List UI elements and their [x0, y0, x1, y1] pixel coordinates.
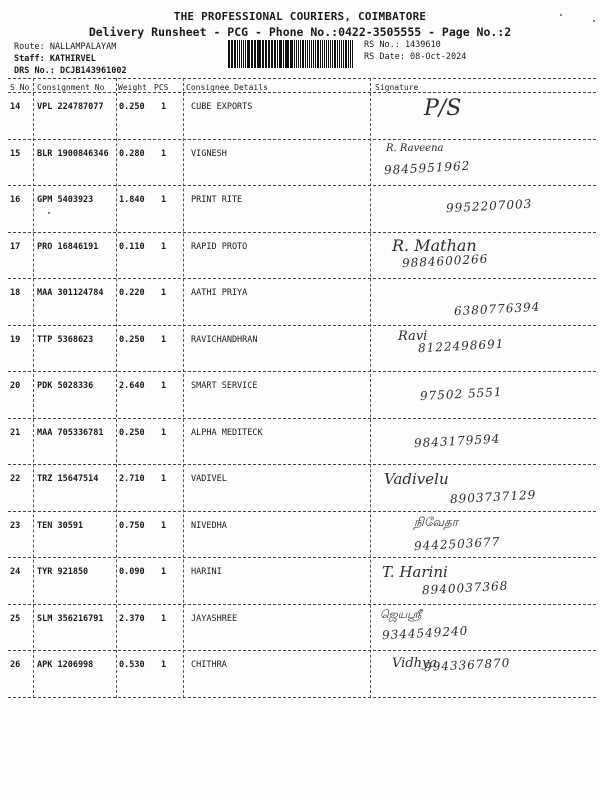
row-signature-name: நிவேதா — [414, 514, 459, 529]
row-divider — [8, 511, 596, 512]
barcode-bar — [258, 40, 260, 68]
rs-number: RS No.: 1439610 — [364, 40, 441, 50]
row-weight: 0.530 — [119, 660, 145, 670]
row-consignee: PRINT RITE — [191, 195, 243, 205]
row-consignee: CUBE EXPORTS — [191, 102, 253, 112]
row-weight: 0.220 — [119, 288, 145, 298]
row-consignee: AATHI PRIYA — [191, 288, 248, 298]
col-header-pcs: PCS — [154, 83, 169, 92]
barcode-bar — [317, 40, 319, 68]
scan-speck — [48, 212, 50, 214]
barcode-bar — [247, 40, 249, 68]
row-sno: 24 — [10, 567, 21, 577]
row-consignment-no: TYR 921850 — [37, 567, 89, 577]
row-divider — [8, 371, 596, 372]
row-weight: 0.110 — [119, 241, 145, 252]
row-pcs: 1 — [161, 474, 167, 484]
barcode-bar — [269, 40, 270, 68]
barcode-bar — [352, 40, 353, 68]
row-weight: 0.250 — [119, 427, 145, 438]
row-consignment-no: MAA 301124784 — [37, 288, 104, 298]
barcode-bar — [341, 40, 343, 68]
barcode-bar — [279, 40, 280, 68]
row-consignment-no: BLR 1900846346 — [37, 148, 109, 159]
row-signature-phone: 9952207003 — [445, 196, 533, 216]
row-pcs: 1 — [161, 381, 167, 391]
row-consignee: VIGNESH — [191, 148, 227, 159]
barcode-bar — [328, 40, 330, 68]
row-weight: 0.750 — [119, 520, 145, 531]
row-weight: 0.280 — [119, 148, 145, 159]
row-consignee: RAVICHANDHRAN — [191, 334, 258, 345]
row-weight: 1.840 — [119, 195, 145, 205]
row-divider — [8, 464, 596, 465]
row-sno: 18 — [10, 288, 21, 298]
row-signature-phone: 9943367870 — [423, 655, 511, 675]
row-divider — [8, 697, 596, 698]
col-header-weight: Weight — [118, 83, 147, 92]
row-divider — [8, 232, 596, 233]
barcode-bar — [345, 40, 347, 68]
row-consignment-no: GPM 5403923 — [37, 195, 94, 205]
barcode-bar — [348, 40, 349, 68]
row-divider — [8, 185, 596, 186]
row-consignment-no: VPL 224787077 — [37, 102, 104, 112]
runsheet-subtitle: Delivery Runsheet - PCG - Phone No.:0422-3505555 - Page No.:2 — [88, 25, 512, 39]
row-pcs: 1 — [161, 613, 167, 624]
row-divider — [8, 325, 596, 326]
row-consignee: ALPHA MEDITECK — [191, 427, 263, 438]
row-sno: 25 — [10, 613, 21, 624]
barcode-bar — [290, 40, 291, 68]
row-pcs: 1 — [161, 334, 167, 345]
row-divider — [8, 604, 596, 605]
row-signature-name: Vadivelu — [384, 470, 449, 488]
row-sno: 22 — [10, 474, 21, 484]
row-consignment-no: SLM 356216791 — [37, 613, 104, 624]
row-sno: 21 — [10, 427, 21, 438]
barcode-bar — [326, 40, 327, 68]
barcode-bar — [322, 40, 323, 68]
row-signature-phone: 9344549240 — [381, 623, 469, 642]
runsheet-table — [8, 78, 596, 698]
row-consignee: NIVEDHA — [191, 520, 227, 531]
row-signature-phone: 9843179594 — [413, 431, 501, 450]
barcode-bar — [339, 40, 340, 68]
barcode-bar — [291, 40, 293, 68]
column-divider — [183, 78, 184, 698]
row-signature-name: ஜெயஸ்ரீ — [380, 607, 422, 621]
barcode-bar — [300, 40, 301, 68]
column-divider — [116, 78, 117, 698]
barcode-bar — [245, 40, 247, 68]
row-consignment-no: TRZ 15647514 — [37, 474, 99, 484]
barcode-bar — [296, 40, 298, 68]
row-sno: 23 — [10, 520, 21, 531]
barcode-bar — [320, 40, 321, 68]
company-title: THE PROFESSIONAL COURIERS, COIMBATORE — [173, 10, 427, 23]
row-sno: 15 — [10, 148, 21, 159]
row-weight: 2.370 — [119, 613, 145, 624]
barcode-bar — [262, 40, 263, 68]
row-pcs: 1 — [161, 241, 167, 252]
barcode-bar — [305, 40, 306, 68]
row-consignment-no: APK 1206998 — [37, 660, 94, 670]
barcode-bar — [332, 40, 333, 68]
barcode-bar — [241, 40, 242, 68]
row-signature-name: R. Mathan — [392, 235, 477, 255]
row-consignment-no: TTP 5368623 — [37, 334, 94, 345]
row-signature-name: R. Raveena — [386, 142, 444, 154]
row-sno: 19 — [10, 334, 21, 345]
scan-speck — [560, 14, 562, 16]
row-pcs: 1 — [161, 102, 167, 112]
barcode-bar — [311, 40, 312, 68]
barcode-bar — [330, 40, 331, 68]
barcode-bar — [252, 40, 253, 68]
barcode-bar — [313, 40, 315, 68]
staff-label: Staff: KATHIRVEL — [14, 54, 96, 64]
barcode-bar — [254, 40, 256, 68]
row-consignee: CHITHRA — [191, 660, 227, 670]
route-label: Route: NALLAMPALAYAM — [14, 42, 117, 52]
row-signature-phone: 6380776394 — [453, 299, 541, 319]
row-pcs: 1 — [161, 195, 167, 205]
drs-number: DRS No.: DCJB143961002 — [14, 66, 127, 76]
column-divider — [33, 78, 34, 698]
barcode-bar — [271, 40, 273, 68]
row-consignment-no: PDK 5028336 — [37, 381, 94, 391]
row-weight: 2.640 — [119, 381, 145, 391]
barcode-bar — [294, 40, 295, 68]
row-signature-phone: 9884600266 — [401, 251, 489, 270]
barcode-bar — [228, 40, 230, 68]
row-signature-phone: 8940037368 — [421, 578, 509, 598]
row-divider — [8, 650, 596, 651]
row-consignment-no: MAA 705336781 — [37, 427, 104, 438]
barcode-bar — [239, 40, 241, 68]
row-signature-phone: 9442503677 — [413, 534, 501, 553]
barcode-bar — [243, 40, 244, 68]
row-signature-name: T. Harini — [382, 563, 448, 581]
row-pcs: 1 — [161, 660, 167, 670]
row-sno: 14 — [10, 102, 21, 112]
barcode-bar — [274, 40, 276, 68]
row-signature-name: Ravi — [398, 328, 428, 344]
barcode-bar — [232, 40, 233, 68]
row-sno: 20 — [10, 381, 21, 391]
row-consignee: RAPID PROTO — [191, 241, 248, 252]
row-consignee: SMART SERVICE — [191, 381, 258, 391]
barcode-bar — [343, 40, 344, 68]
barcode-bar — [263, 40, 264, 68]
row-pcs: 1 — [161, 427, 167, 438]
barcode-bar — [257, 40, 258, 68]
scan-speck — [593, 20, 595, 22]
barcode-bar — [337, 40, 338, 68]
barcode — [228, 40, 354, 68]
row-consignment-no: PRO 16846191 — [37, 241, 99, 252]
barcode-bar — [237, 40, 238, 68]
row-pcs: 1 — [161, 520, 167, 531]
row-pcs: 1 — [161, 148, 167, 159]
row-consignee: VADIVEL — [191, 474, 227, 484]
rs-date: RS Date: 08-Oct-2024 — [364, 52, 467, 62]
barcode-bar — [277, 40, 278, 68]
barcode-bar — [307, 40, 309, 68]
barcode-bar — [302, 40, 304, 68]
row-pcs: 1 — [161, 567, 167, 577]
row-signature-name: Vidhya — [392, 656, 438, 671]
row-divider — [8, 557, 596, 558]
row-pcs: 1 — [161, 288, 167, 298]
barcode-bar — [285, 40, 286, 68]
barcode-bar — [280, 40, 282, 68]
barcode-bar — [324, 40, 326, 68]
row-divider — [8, 278, 596, 279]
barcode-bar — [265, 40, 267, 68]
barcode-bar — [286, 40, 288, 68]
barcode-bar — [350, 40, 352, 68]
barcode-bar — [334, 40, 336, 68]
row-consignee: JAYASHREE — [191, 613, 238, 624]
row-consignment-no: TEN 30591 — [37, 520, 84, 531]
row-signature-phone: 97502 5551 — [419, 384, 503, 404]
barcode-bar — [283, 40, 284, 68]
row-sno: 16 — [10, 195, 21, 205]
row-weight: 0.090 — [119, 567, 145, 577]
barcode-bar — [315, 40, 316, 68]
row-signature-phone: 8122498691 — [417, 336, 505, 355]
barcode-bar — [231, 40, 232, 68]
row-signature-phone: 9845951962 — [383, 158, 471, 177]
barcode-bar — [234, 40, 236, 68]
header-rule — [8, 92, 596, 93]
col-header-signature: Signature — [375, 83, 419, 92]
row-sno: 17 — [10, 241, 21, 252]
row-signature-phone: 8903737129 — [449, 487, 537, 507]
row-weight: 2.710 — [119, 474, 145, 484]
barcode-bar — [251, 40, 252, 68]
row-signature-name: P/S — [424, 96, 462, 121]
row-divider — [8, 418, 596, 419]
row-consignee: HARINI — [191, 567, 222, 577]
row-divider — [8, 139, 596, 140]
column-divider — [370, 78, 371, 698]
barcode-bar — [298, 40, 299, 68]
row-sno: 26 — [10, 660, 21, 670]
col-header-sno: S No — [10, 83, 30, 92]
row-weight: 0.250 — [119, 102, 145, 112]
row-weight: 0.250 — [119, 334, 145, 345]
barcode-bar — [309, 40, 310, 68]
col-header-consignee: Consignee Details — [186, 83, 268, 92]
table-top-rule — [8, 78, 596, 79]
barcode-bar — [268, 40, 269, 68]
col-header-consignment: Consignment No — [37, 83, 105, 92]
